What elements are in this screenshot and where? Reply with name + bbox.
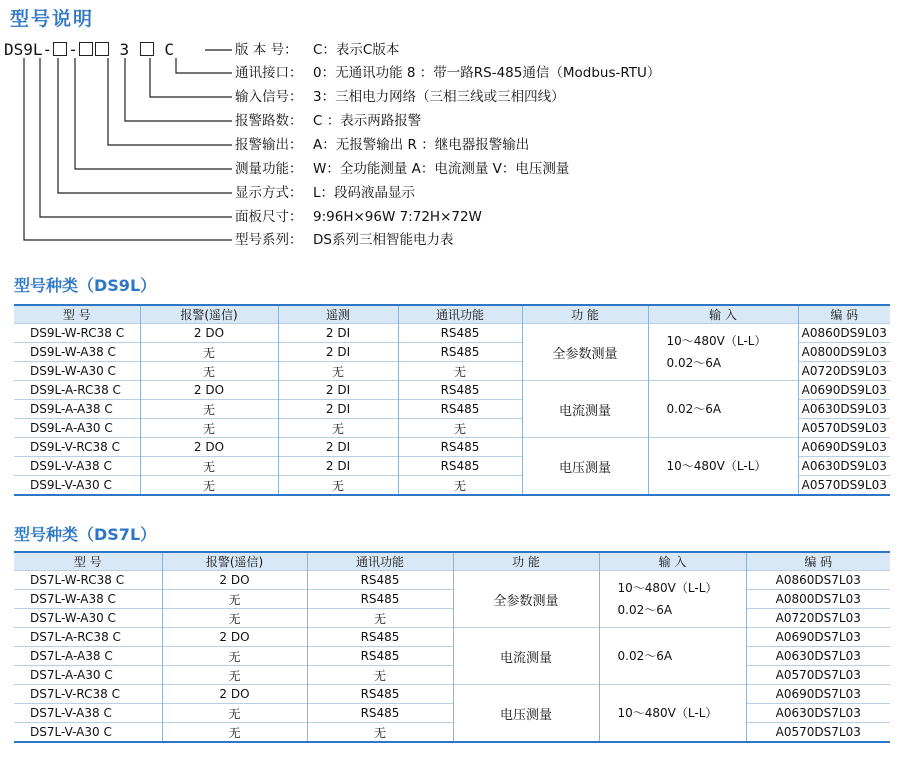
input-cell [648, 324, 798, 381]
code-description-line [235, 64, 660, 82]
table-cell: 无 [162, 647, 307, 666]
code-cell: A0570DS7L03 [746, 666, 890, 685]
table-row [14, 324, 890, 343]
code-cell: A0800DS9L03 [798, 343, 890, 362]
table-cell: 无 [278, 419, 398, 438]
table-cell: DS9L-A-A30 C [14, 419, 140, 438]
table-cell: 2 DI [278, 438, 398, 457]
code-cell: A0720DS7L03 [746, 609, 890, 628]
table-cell: DS7L-V-A38 C [14, 704, 162, 723]
code-description-line [235, 88, 565, 106]
table-cell: 无 [162, 666, 307, 685]
column-header: 型 号 [14, 552, 162, 571]
table-cell: RS485 [398, 343, 522, 362]
table-cell: 无 [140, 343, 278, 362]
code-field-text: DS系列三相智能电力表 [313, 232, 454, 248]
table-cell: 无 [140, 457, 278, 476]
code-connector-lines [0, 0, 240, 260]
table-cell: RS485 [307, 704, 453, 723]
code-field-label: 报警输出： [235, 137, 303, 153]
table-cell: 无 [162, 704, 307, 723]
code-description-line [235, 231, 453, 249]
table-cell: DS7L-A-A30 C [14, 666, 162, 685]
table-cell: 2 DO [162, 628, 307, 647]
table-cell: DS9L-V-RC38 C [14, 438, 140, 457]
code-cell: A0630DS7L03 [746, 704, 890, 723]
input-line: 0.02～6A [617, 603, 673, 617]
table-cell: 2 DI [278, 457, 398, 476]
input-cell [599, 571, 746, 628]
table-row [14, 647, 890, 666]
table-cell: RS485 [398, 438, 522, 457]
code-cell: A0630DS9L03 [798, 400, 890, 419]
column-header: 报警(遥信) [162, 552, 307, 571]
code-field-text: C：表示C版本 [313, 42, 400, 58]
code-prefix: DS9L- [4, 40, 53, 59]
table-cell: 无 [398, 362, 522, 381]
table-row [14, 723, 890, 743]
table-cell: DS7L-A-RC38 C [14, 628, 162, 647]
table-cell: 无 [140, 362, 278, 381]
ds7l-model-table [14, 551, 890, 743]
table-cell: DS7L-W-A30 C [14, 609, 162, 628]
code-description-line [235, 41, 399, 59]
code-cell: A0630DS7L03 [746, 647, 890, 666]
input-cell [599, 685, 746, 743]
table-cell: 2 DO [140, 438, 278, 457]
table-cell: 2 DI [278, 324, 398, 343]
table-cell: 无 [278, 476, 398, 496]
section-title-ds7l: 型号种类（DS7L） [14, 525, 157, 544]
input-cell [648, 438, 798, 496]
function-cell: 全参数测量 [522, 324, 648, 381]
ds9l-model-table [14, 304, 890, 496]
table-cell: RS485 [398, 400, 522, 419]
code-cell: A0690DS7L03 [746, 628, 890, 647]
table-cell: 无 [307, 666, 453, 685]
table-cell: 无 [398, 419, 522, 438]
table-cell: 无 [398, 476, 522, 496]
code-field-text: 0：无通讯功能 8 ：带一路RS-485通信（Modbus-RTU） [313, 65, 661, 81]
table-cell: 无 [140, 419, 278, 438]
table-row [14, 628, 890, 647]
code-field-text: C ：表示两路报警 [313, 113, 422, 129]
column-header: 报警(遥信) [140, 305, 278, 324]
table-row [14, 590, 890, 609]
table-cell: RS485 [307, 647, 453, 666]
function-cell: 电流测量 [453, 628, 599, 685]
function-cell: 电压测量 [522, 438, 648, 496]
input-cell [599, 628, 746, 685]
code-cell: A0570DS7L03 [746, 723, 890, 743]
code-cell: A0630DS9L03 [798, 457, 890, 476]
column-header: 型 号 [14, 305, 140, 324]
table-cell: DS9L-V-A30 C [14, 476, 140, 496]
table-cell: RS485 [307, 590, 453, 609]
section-title-ds9l: 型号种类（DS9L） [14, 276, 157, 295]
code-field-text: A：无报警输出 R ：继电器报警输出 [313, 137, 530, 153]
table-cell: 无 [140, 400, 278, 419]
input-line: 0.02～6A [666, 402, 722, 416]
table-cell: RS485 [307, 571, 453, 590]
table-row [14, 609, 890, 628]
table-cell: 2 DI [278, 381, 398, 400]
input-line: 10～480V（L-L） [617, 706, 718, 720]
table-cell: DS9L-A-A38 C [14, 400, 140, 419]
table-row [14, 685, 890, 704]
table-cell: 无 [162, 609, 307, 628]
input-line: 0.02～6A [666, 356, 722, 370]
code-cell: A0570DS9L03 [798, 476, 890, 496]
function-cell: 全参数测量 [453, 571, 599, 628]
table-row [14, 704, 890, 723]
code-cell: A0690DS7L03 [746, 685, 890, 704]
table-cell: 无 [140, 476, 278, 496]
table-cell: RS485 [307, 685, 453, 704]
table-cell: 2 DO [140, 324, 278, 343]
code-field-text: L：段码液晶显示 [313, 185, 416, 201]
code-field-label: 测量功能： [235, 161, 303, 177]
table-cell: 2 DI [278, 343, 398, 362]
code-digit: 3 [119, 40, 130, 59]
column-header: 通讯功能 [398, 305, 522, 324]
code-description-line [235, 208, 482, 226]
table-cell: 2 DI [278, 400, 398, 419]
table-cell: DS9L-V-A38 C [14, 457, 140, 476]
table-cell: 2 DO [140, 381, 278, 400]
column-header: 功 能 [453, 552, 599, 571]
table-cell: 无 [162, 723, 307, 743]
code-field-label: 报警路数： [235, 113, 303, 129]
column-header: 编 码 [746, 552, 890, 571]
table-cell: RS485 [398, 381, 522, 400]
function-cell: 电压测量 [453, 685, 599, 743]
code-cell: A0860DS7L03 [746, 571, 890, 590]
table-cell: DS7L-A-A38 C [14, 647, 162, 666]
code-field-label: 通讯接口： [235, 65, 303, 81]
function-cell: 电流测量 [522, 381, 648, 438]
code-cell: A0860DS9L03 [798, 324, 890, 343]
code-field-label: 输入信号： [235, 89, 303, 105]
code-field-label: 显示方式： [235, 185, 303, 201]
column-header: 输 入 [648, 305, 798, 324]
code-version: C [164, 40, 175, 59]
table-cell: DS9L-W-RC38 C [14, 324, 140, 343]
column-header: 编 码 [798, 305, 890, 324]
input-cell [648, 381, 798, 438]
column-header: 通讯功能 [307, 552, 453, 571]
column-header: 功 能 [522, 305, 648, 324]
code-cell: A0570DS9L03 [798, 419, 890, 438]
code-description-line [235, 184, 415, 202]
table-cell: DS7L-V-A30 C [14, 723, 162, 743]
code-field-label: 版 本 号： [235, 42, 298, 58]
input-line: 0.02～6A [617, 649, 673, 663]
code-cell: A0800DS7L03 [746, 590, 890, 609]
table-cell: DS9L-W-A30 C [14, 362, 140, 381]
code-separator: - [68, 40, 78, 59]
code-description-line [235, 136, 529, 154]
code-field-label: 面板尺寸： [235, 209, 303, 225]
table-cell: RS485 [307, 628, 453, 647]
code-field-text: 9:96H×96W 7:72H×72W [313, 209, 482, 225]
code-field-text: 3：三相电力网络（三相三线或三相四线） [313, 89, 565, 105]
code-cell: A0720DS9L03 [798, 362, 890, 381]
input-line: 10～480V（L-L） [617, 581, 718, 595]
code-field-label: 型号系列： [235, 232, 303, 248]
code-cell: A0690DS9L03 [798, 438, 890, 457]
code-cell: A0690DS9L03 [798, 381, 890, 400]
code-description-line [235, 160, 569, 178]
input-line: 10～480V（L-L） [666, 459, 767, 473]
section-title-model-description: 型号说明 [10, 8, 95, 30]
table-cell: 2 DO [162, 685, 307, 704]
table-row [14, 381, 890, 400]
code-field-text: W：全功能测量 A：电流测量 V：电压测量 [313, 161, 570, 177]
column-header: 输 入 [599, 552, 746, 571]
table-cell: RS485 [398, 457, 522, 476]
table-cell: 无 [278, 362, 398, 381]
input-line: 10～480V（L-L） [666, 334, 767, 348]
table-row [14, 666, 890, 685]
table-cell: DS9L-W-A38 C [14, 343, 140, 362]
column-header: 遥测 [278, 305, 398, 324]
table-cell: DS7L-W-RC38 C [14, 571, 162, 590]
table-cell: 2 DO [162, 571, 307, 590]
table-row [14, 438, 890, 457]
table-cell: RS485 [398, 324, 522, 343]
table-cell: DS9L-A-RC38 C [14, 381, 140, 400]
table-cell: 无 [307, 723, 453, 743]
table-cell: 无 [162, 590, 307, 609]
table-cell: 无 [307, 609, 453, 628]
code-description-line [235, 112, 421, 130]
table-row [14, 571, 890, 590]
table-cell: DS7L-V-RC38 C [14, 685, 162, 704]
table-cell: DS7L-W-A38 C [14, 590, 162, 609]
